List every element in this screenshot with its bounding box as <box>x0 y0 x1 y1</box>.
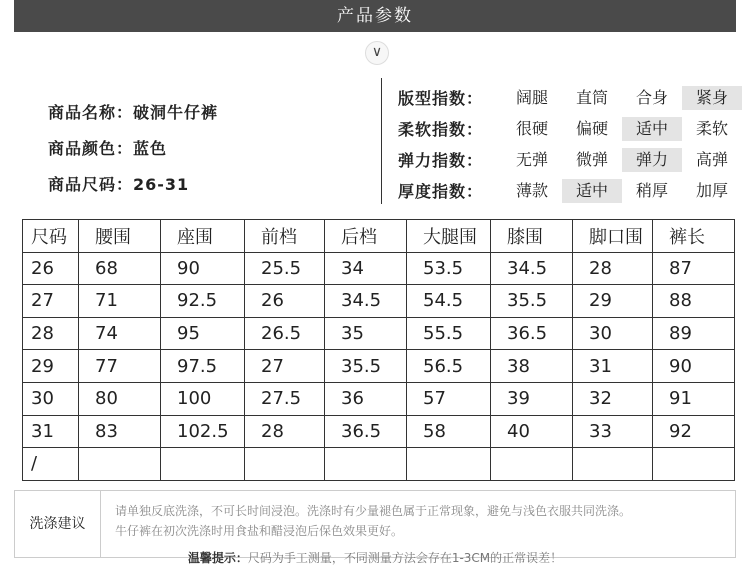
index-option-selected: 适中 <box>622 117 682 141</box>
index-block <box>398 82 742 206</box>
table-cell: 40 <box>491 415 573 448</box>
table-cell: 89 <box>653 317 735 350</box>
index-row <box>398 113 742 144</box>
table-cell: 30 <box>23 382 79 415</box>
column-header: 尺码 <box>23 220 79 253</box>
index-option: 稍厚 <box>635 180 668 200</box>
wash-line: 请单独反底洗涤，不可长时间浸泡。洗涤时有少量褪色属于正常现象，避免与浅色衣服共同洗涤。 <box>115 504 632 518</box>
index-option-selected: 紧身 <box>682 86 742 110</box>
table-cell: 36 <box>325 382 407 415</box>
table-cell: 38 <box>491 350 573 383</box>
table-cell: 77 <box>79 350 161 383</box>
table-cell: 27 <box>23 285 79 318</box>
section-title-banner <box>14 0 736 32</box>
table-cell: 33 <box>573 415 653 448</box>
index-option: 微弹 <box>575 149 608 169</box>
index-option: 直筒 <box>575 87 608 107</box>
index-option: 柔软 <box>695 118 728 138</box>
table-cell: 28 <box>573 252 653 285</box>
table-row <box>23 317 735 350</box>
column-header: 后档 <box>325 220 407 253</box>
table-cell: 30 <box>573 317 653 350</box>
product-name-label: 商品名称： <box>48 103 134 122</box>
note-prefix: 温馨提示： <box>187 551 248 565</box>
table-cell: 83 <box>79 415 161 448</box>
table-cell <box>161 448 245 481</box>
table-cell: 32 <box>573 382 653 415</box>
table-row <box>23 382 735 415</box>
table-cell: / <box>23 448 79 481</box>
column-header: 大腿围 <box>407 220 491 253</box>
chevron-down-icon: ∨ <box>365 41 389 65</box>
index-label: 版型指数： <box>398 89 484 108</box>
table-cell: 80 <box>79 382 161 415</box>
product-size-value: 26-31 <box>133 175 190 194</box>
table-cell: 53.5 <box>407 252 491 285</box>
table-cell: 36.5 <box>325 415 407 448</box>
index-row <box>398 144 742 175</box>
table-cell: 29 <box>573 285 653 318</box>
table-cell <box>573 448 653 481</box>
table-cell: 55.5 <box>407 317 491 350</box>
index-option: 偏硬 <box>575 118 608 138</box>
note-text: 尺码为手工测量，不同测量方法会存在1-3CM的正常误差！ <box>247 551 563 565</box>
table-cell: 36.5 <box>491 317 573 350</box>
wash-label: 洗涤建议 <box>15 491 101 557</box>
table-cell: 58 <box>407 415 491 448</box>
column-header: 座围 <box>161 220 245 253</box>
index-option: 合身 <box>635 87 668 107</box>
wash-advice <box>14 490 736 558</box>
table-row <box>23 252 735 285</box>
size-table <box>22 219 735 481</box>
table-row <box>23 415 735 448</box>
table-cell: 27 <box>245 350 325 383</box>
table-cell: 88 <box>653 285 735 318</box>
table-cell <box>245 448 325 481</box>
index-option-selected: 适中 <box>562 179 622 203</box>
table-row <box>23 285 735 318</box>
table-cell: 26 <box>23 252 79 285</box>
index-option: 阔腿 <box>515 87 548 107</box>
measurement-note <box>0 549 750 566</box>
table-cell <box>407 448 491 481</box>
table-cell: 35.5 <box>491 285 573 318</box>
table-cell: 28 <box>23 317 79 350</box>
index-option-selected: 弹力 <box>622 148 682 172</box>
column-header: 膝围 <box>491 220 573 253</box>
wash-line: 牛仔裤在初次洗涤时用食盐和醋浸泡后保色效果更好。 <box>115 524 404 538</box>
product-info <box>48 100 218 208</box>
product-color-row <box>48 136 218 172</box>
table-cell: 100 <box>161 382 245 415</box>
index-option: 无弹 <box>515 149 548 169</box>
table-cell: 27.5 <box>245 382 325 415</box>
table-cell: 71 <box>79 285 161 318</box>
table-cell: 26 <box>245 285 325 318</box>
table-cell <box>79 448 161 481</box>
table-cell: 87 <box>653 252 735 285</box>
table-cell: 31 <box>23 415 79 448</box>
table-cell <box>653 448 735 481</box>
column-header: 裤长 <box>653 220 735 253</box>
table-cell: 90 <box>653 350 735 383</box>
index-row <box>398 175 742 206</box>
index-label: 柔软指数： <box>398 120 484 139</box>
column-header: 脚口围 <box>573 220 653 253</box>
product-name-row <box>48 100 218 136</box>
table-cell: 28 <box>245 415 325 448</box>
table-cell: 91 <box>653 382 735 415</box>
index-option: 很硬 <box>515 118 548 138</box>
table-cell: 29 <box>23 350 79 383</box>
product-size-row <box>48 172 218 208</box>
table-cell: 95 <box>161 317 245 350</box>
table-cell: 39 <box>491 382 573 415</box>
table-cell: 92 <box>653 415 735 448</box>
index-option: 高弹 <box>695 149 728 169</box>
index-label: 厚度指数： <box>398 182 484 201</box>
table-cell <box>325 448 407 481</box>
product-name-value: 破洞牛仔裤 <box>133 103 219 122</box>
index-label: 弹力指数： <box>398 151 484 170</box>
column-header: 前档 <box>245 220 325 253</box>
table-row <box>23 448 735 481</box>
page-title: 产品参数 <box>337 6 413 26</box>
table-cell: 54.5 <box>407 285 491 318</box>
table-header-row <box>23 220 735 253</box>
table-cell: 34 <box>325 252 407 285</box>
table-cell: 26.5 <box>245 317 325 350</box>
table-cell: 74 <box>79 317 161 350</box>
index-row <box>398 82 742 113</box>
table-row <box>23 350 735 383</box>
table-cell: 34.5 <box>325 285 407 318</box>
product-color-value: 蓝色 <box>133 139 168 158</box>
table-cell: 102.5 <box>161 415 245 448</box>
index-option: 薄款 <box>515 180 548 200</box>
index-option: 加厚 <box>695 180 728 200</box>
table-cell: 92.5 <box>161 285 245 318</box>
table-cell: 56.5 <box>407 350 491 383</box>
vertical-divider <box>381 78 382 204</box>
table-cell <box>491 448 573 481</box>
product-size-label: 商品尺码： <box>48 175 134 194</box>
table-cell: 68 <box>79 252 161 285</box>
table-cell: 35.5 <box>325 350 407 383</box>
table-cell: 35 <box>325 317 407 350</box>
table-cell: 34.5 <box>491 252 573 285</box>
table-cell: 57 <box>407 382 491 415</box>
table-cell: 25.5 <box>245 252 325 285</box>
column-header: 腰围 <box>79 220 161 253</box>
table-cell: 97.5 <box>161 350 245 383</box>
product-color-label: 商品颜色： <box>48 139 134 158</box>
wash-text <box>115 501 631 541</box>
table-cell: 90 <box>161 252 245 285</box>
table-cell: 31 <box>573 350 653 383</box>
